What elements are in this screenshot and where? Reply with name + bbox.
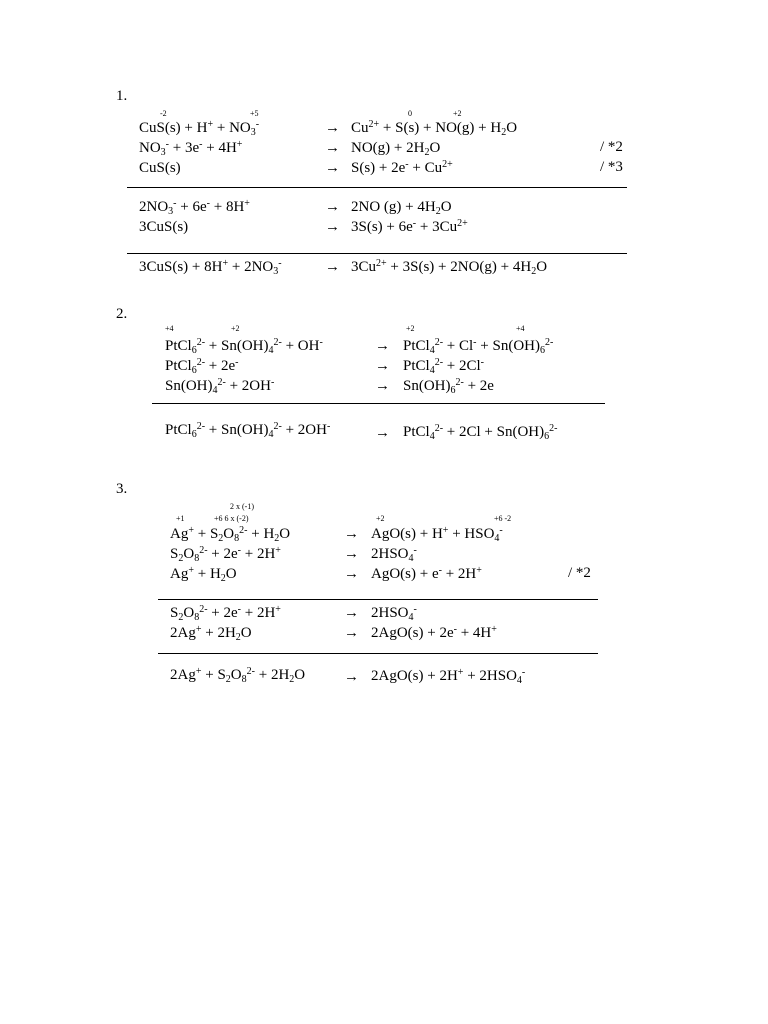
equation-right: $AgO(s) + H^+ + HSO_4^-$ <box>371 524 503 544</box>
divider-line <box>127 187 627 188</box>
oxidation-state-label: +2 <box>231 324 240 333</box>
multiplier: / *2 <box>600 139 623 155</box>
equation-left: $NO_3^- + 3e^- + 4H^+$ <box>139 138 243 158</box>
reaction-arrow: → <box>344 625 359 641</box>
reaction-arrow: → <box>344 566 359 582</box>
oxidation-state-label: +2 <box>376 514 385 523</box>
reaction-arrow: → <box>344 546 359 562</box>
reaction-arrow: → <box>325 160 340 176</box>
equation-left: $2Ag^+ + S_2O_8^{2-} + 2H_2O$ <box>170 665 306 685</box>
reaction-arrow: → <box>325 199 340 215</box>
equation-right: AgO(s) + e- + 2H+ <box>371 564 482 582</box>
problem-number: 3. <box>116 481 128 497</box>
oxidation-state-label: +4 <box>516 324 525 333</box>
equation-right: $3S(s) + 6e^- + 3Cu^{2+}$ <box>351 217 468 235</box>
equation-right: PtCl$_4^{2-}$ + $Cl^- + Sn(OH)_6^{2-}$ <box>403 336 554 356</box>
problem-number: 2. <box>116 306 128 322</box>
divider-line <box>152 403 605 404</box>
oxidation-state-label: +6 -2 <box>494 514 512 523</box>
equation-left: $2Ag^+ + 2H_2O$ <box>170 623 252 643</box>
divider-line <box>127 253 627 254</box>
reaction-arrow: → <box>325 219 340 235</box>
equation-right: $3Cu^{2+} + 3S(s) + 2NO(g) + 4H_2O$ <box>351 257 548 277</box>
oxidation-state-label: +4 <box>165 324 174 333</box>
problem-number: 1. <box>116 88 128 104</box>
oxidation-state-label: +2 <box>406 324 415 333</box>
reaction-arrow: → <box>325 259 340 275</box>
oxidation-state-label: 0 <box>408 109 412 118</box>
equation-right: $NO(g) + 2H_2O$ <box>351 140 441 158</box>
equation-left: $Ag^+ + S_2O_8^{2-} + H_2O$ <box>170 524 291 544</box>
equation-right: $S(s) + 2e^- + Cu^{2+}$ <box>351 158 453 176</box>
equation-left: $Ag^+ + H_2O$ <box>170 564 237 584</box>
oxidation-state-label: +1 <box>176 514 185 523</box>
reaction-arrow: → <box>344 669 359 685</box>
reaction-arrow: → <box>344 526 359 542</box>
equation-left: $S_2O_8^{2-} + 2e^- + 2H^+$ <box>170 603 281 623</box>
equation-right: $Cu^{2+} + S(s) + NO(g) + H_2O$ <box>351 118 518 138</box>
equation-left: $Sn(OH)_4^{2-} + 2OH^-$ <box>165 376 275 396</box>
equation-left: PtCl$_6^{2-}$ + $Sn(OH)_4^{2-} + 2OH^-$ <box>165 420 331 440</box>
equation-left: PtCl$_6^{2-}$ + $Sn(OH)_4^{2-} + OH^-$ <box>165 336 323 356</box>
divider-line <box>158 599 598 600</box>
reaction-arrow: → <box>375 425 390 441</box>
oxidation-state-label: 2 x (-1) <box>230 502 254 511</box>
equation-right: $2HSO_4^-$ <box>371 603 417 623</box>
oxidation-state-label: +2 <box>453 109 462 118</box>
equation-left: PtCl$_6^{2-}$ + 2e- <box>165 356 239 376</box>
equation-right: 2AgO(s) + 2e- + 4H+ <box>371 623 497 641</box>
equation-right: 2NO $(g) + 4H_2O$ <box>351 199 452 217</box>
equation-right: PtCl$_4^{2-}$ + 2Cl- <box>403 356 485 376</box>
equation-left: $3CuS(s) + 8H^+ + 2NO_3^-$ <box>139 257 282 277</box>
equation-right: $2AgO(s) + 2H^+ + 2HSO_4^-$ <box>371 666 526 686</box>
reaction-arrow: → <box>375 338 390 354</box>
divider-line <box>158 653 598 654</box>
equation-right: PtCl$_4^{2-}$ + $2Cl + Sn(OH)_6^{2-}$ <box>403 422 558 442</box>
equation-left: $S_2O_8^{2-} + 2e^- + 2H^+$ <box>170 544 281 564</box>
oxidation-state-label: +5 <box>250 109 259 118</box>
oxidation-state-label: +6 6 x (-2) <box>214 514 249 523</box>
reaction-arrow: → <box>375 358 390 374</box>
equation-right: $Sn(OH)_6^{2-} + 2e$ <box>403 376 494 396</box>
multiplier: / *3 <box>600 159 623 175</box>
equation-left: $CuS(s) + H^+ + NO_3^-$ <box>139 118 260 138</box>
equation-right: $2HSO_4^-$ <box>371 544 417 564</box>
reaction-arrow: → <box>344 605 359 621</box>
equation-left: $2NO_3^- + 6e^- + 8H^+$ <box>139 197 250 217</box>
equation-left: CuS(s) <box>139 160 181 176</box>
reaction-arrow: → <box>375 378 390 394</box>
reaction-arrow: → <box>325 140 340 156</box>
multiplier: / *2 <box>568 565 591 581</box>
equation-left: 3CuS(s) <box>139 219 189 235</box>
reaction-arrow: → <box>325 120 340 136</box>
oxidation-state-label: -2 <box>160 109 167 118</box>
